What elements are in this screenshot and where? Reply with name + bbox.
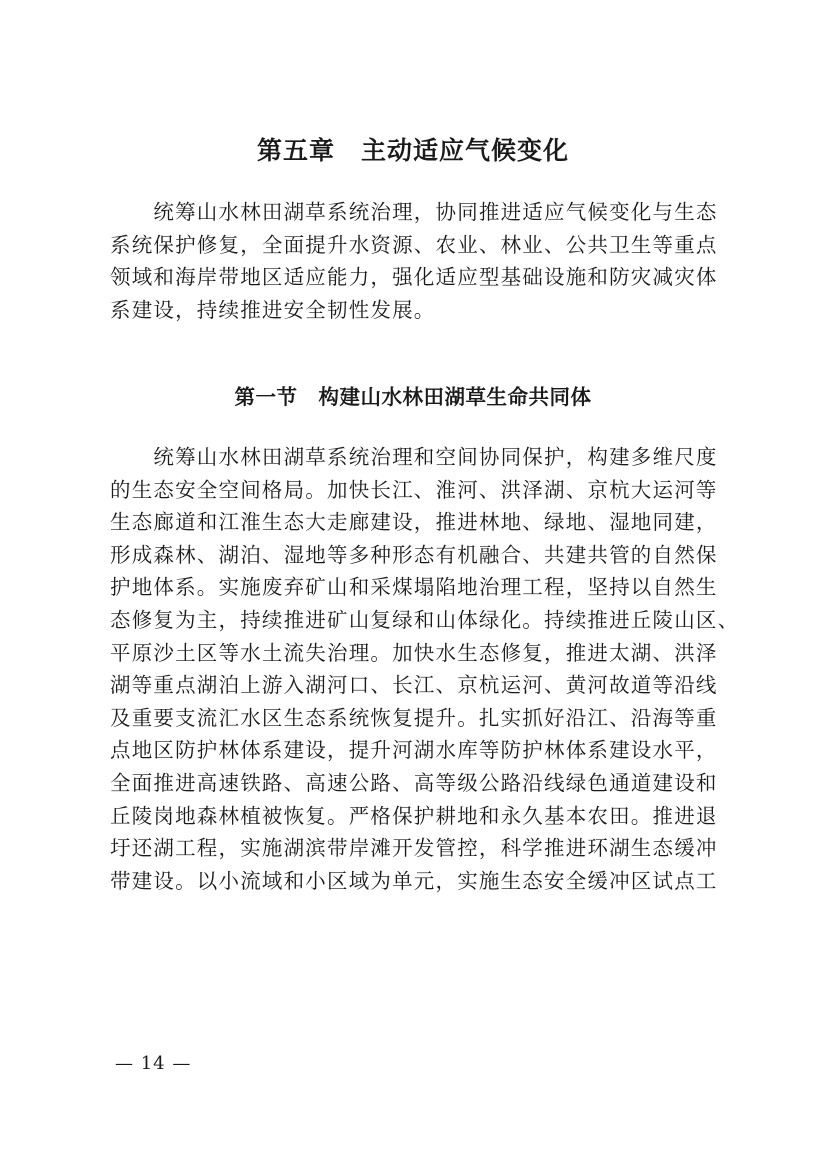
section-title: 第一节 构建山水林田湖草生命共同体 [234, 385, 592, 409]
intro-line: 统筹山水林田湖草系统治理，协同推进适应气候变化与生态 [110, 200, 718, 224]
body-line: 及重要支流汇水区生态系统恢复提升。扎实抓好沿江、沿海等重 [110, 705, 718, 730]
body-line: 平原沙土区等水土流失治理。加快水生态修复，推进太湖、洪泽 [110, 640, 718, 665]
intro-paragraph [110, 196, 717, 326]
body-line: 湖等重点湖泊上游入湖河口、长江、京杭运河、黄河故道等沿线 [110, 673, 718, 698]
intro-line: 系建设，持续推进安全韧性发展。 [110, 297, 436, 322]
body-line: 护地体系。实施废弃矿山和采煤塌陷地治理工程，坚持以自然生 [110, 575, 718, 600]
intro-line: 领域和海岸带地区适应能力，强化适应型基础设施和防灾减灾体 [110, 265, 718, 290]
body-line: 带建设。以小流域和小区域为单元，实施生态安全缓冲区试点工 [110, 868, 718, 893]
body-line: 生态廊道和江淮生态大走廊建设，推进林地、绿地、湿地同建， [110, 510, 718, 535]
body-line: 丘陵岗地森林植被恢复。严格保护耕地和永久基本农田。推进退 [110, 803, 718, 828]
body-line: 形成森林、湖泊、湿地等多种形态有机融合、共建共管的自然保 [110, 542, 718, 567]
section-body-paragraph [110, 441, 740, 897]
intro-line: 系统保护修复，全面提升水资源、农业、林业、公共卫生等重点 [110, 232, 718, 257]
body-line: 点地区防护林体系建设，提升河湖水库等防护林体系建设水平， [110, 738, 718, 763]
body-line: 态修复为主，持续推进矿山复绿和山体绿化。持续推进丘陵山区、 [110, 607, 740, 632]
body-line: 的生态安全空间格局。加快长江、淮河、洪泽湖、京杭大运河等 [110, 477, 718, 502]
body-line: 圩还湖工程，实施湖滨带岸滩开发管控，科学推进环湖生态缓冲 [110, 836, 718, 861]
page-number: — 14 — [115, 1053, 192, 1074]
body-line: 全面推进高速铁路、高速公路、高等级公路沿线绿色通道建设和 [110, 770, 718, 795]
chapter-title: 第五章 主动适应气候变化 [256, 136, 569, 165]
body-line: 统筹山水林田湖草系统治理和空间协同保护，构建多维尺度 [110, 445, 718, 469]
